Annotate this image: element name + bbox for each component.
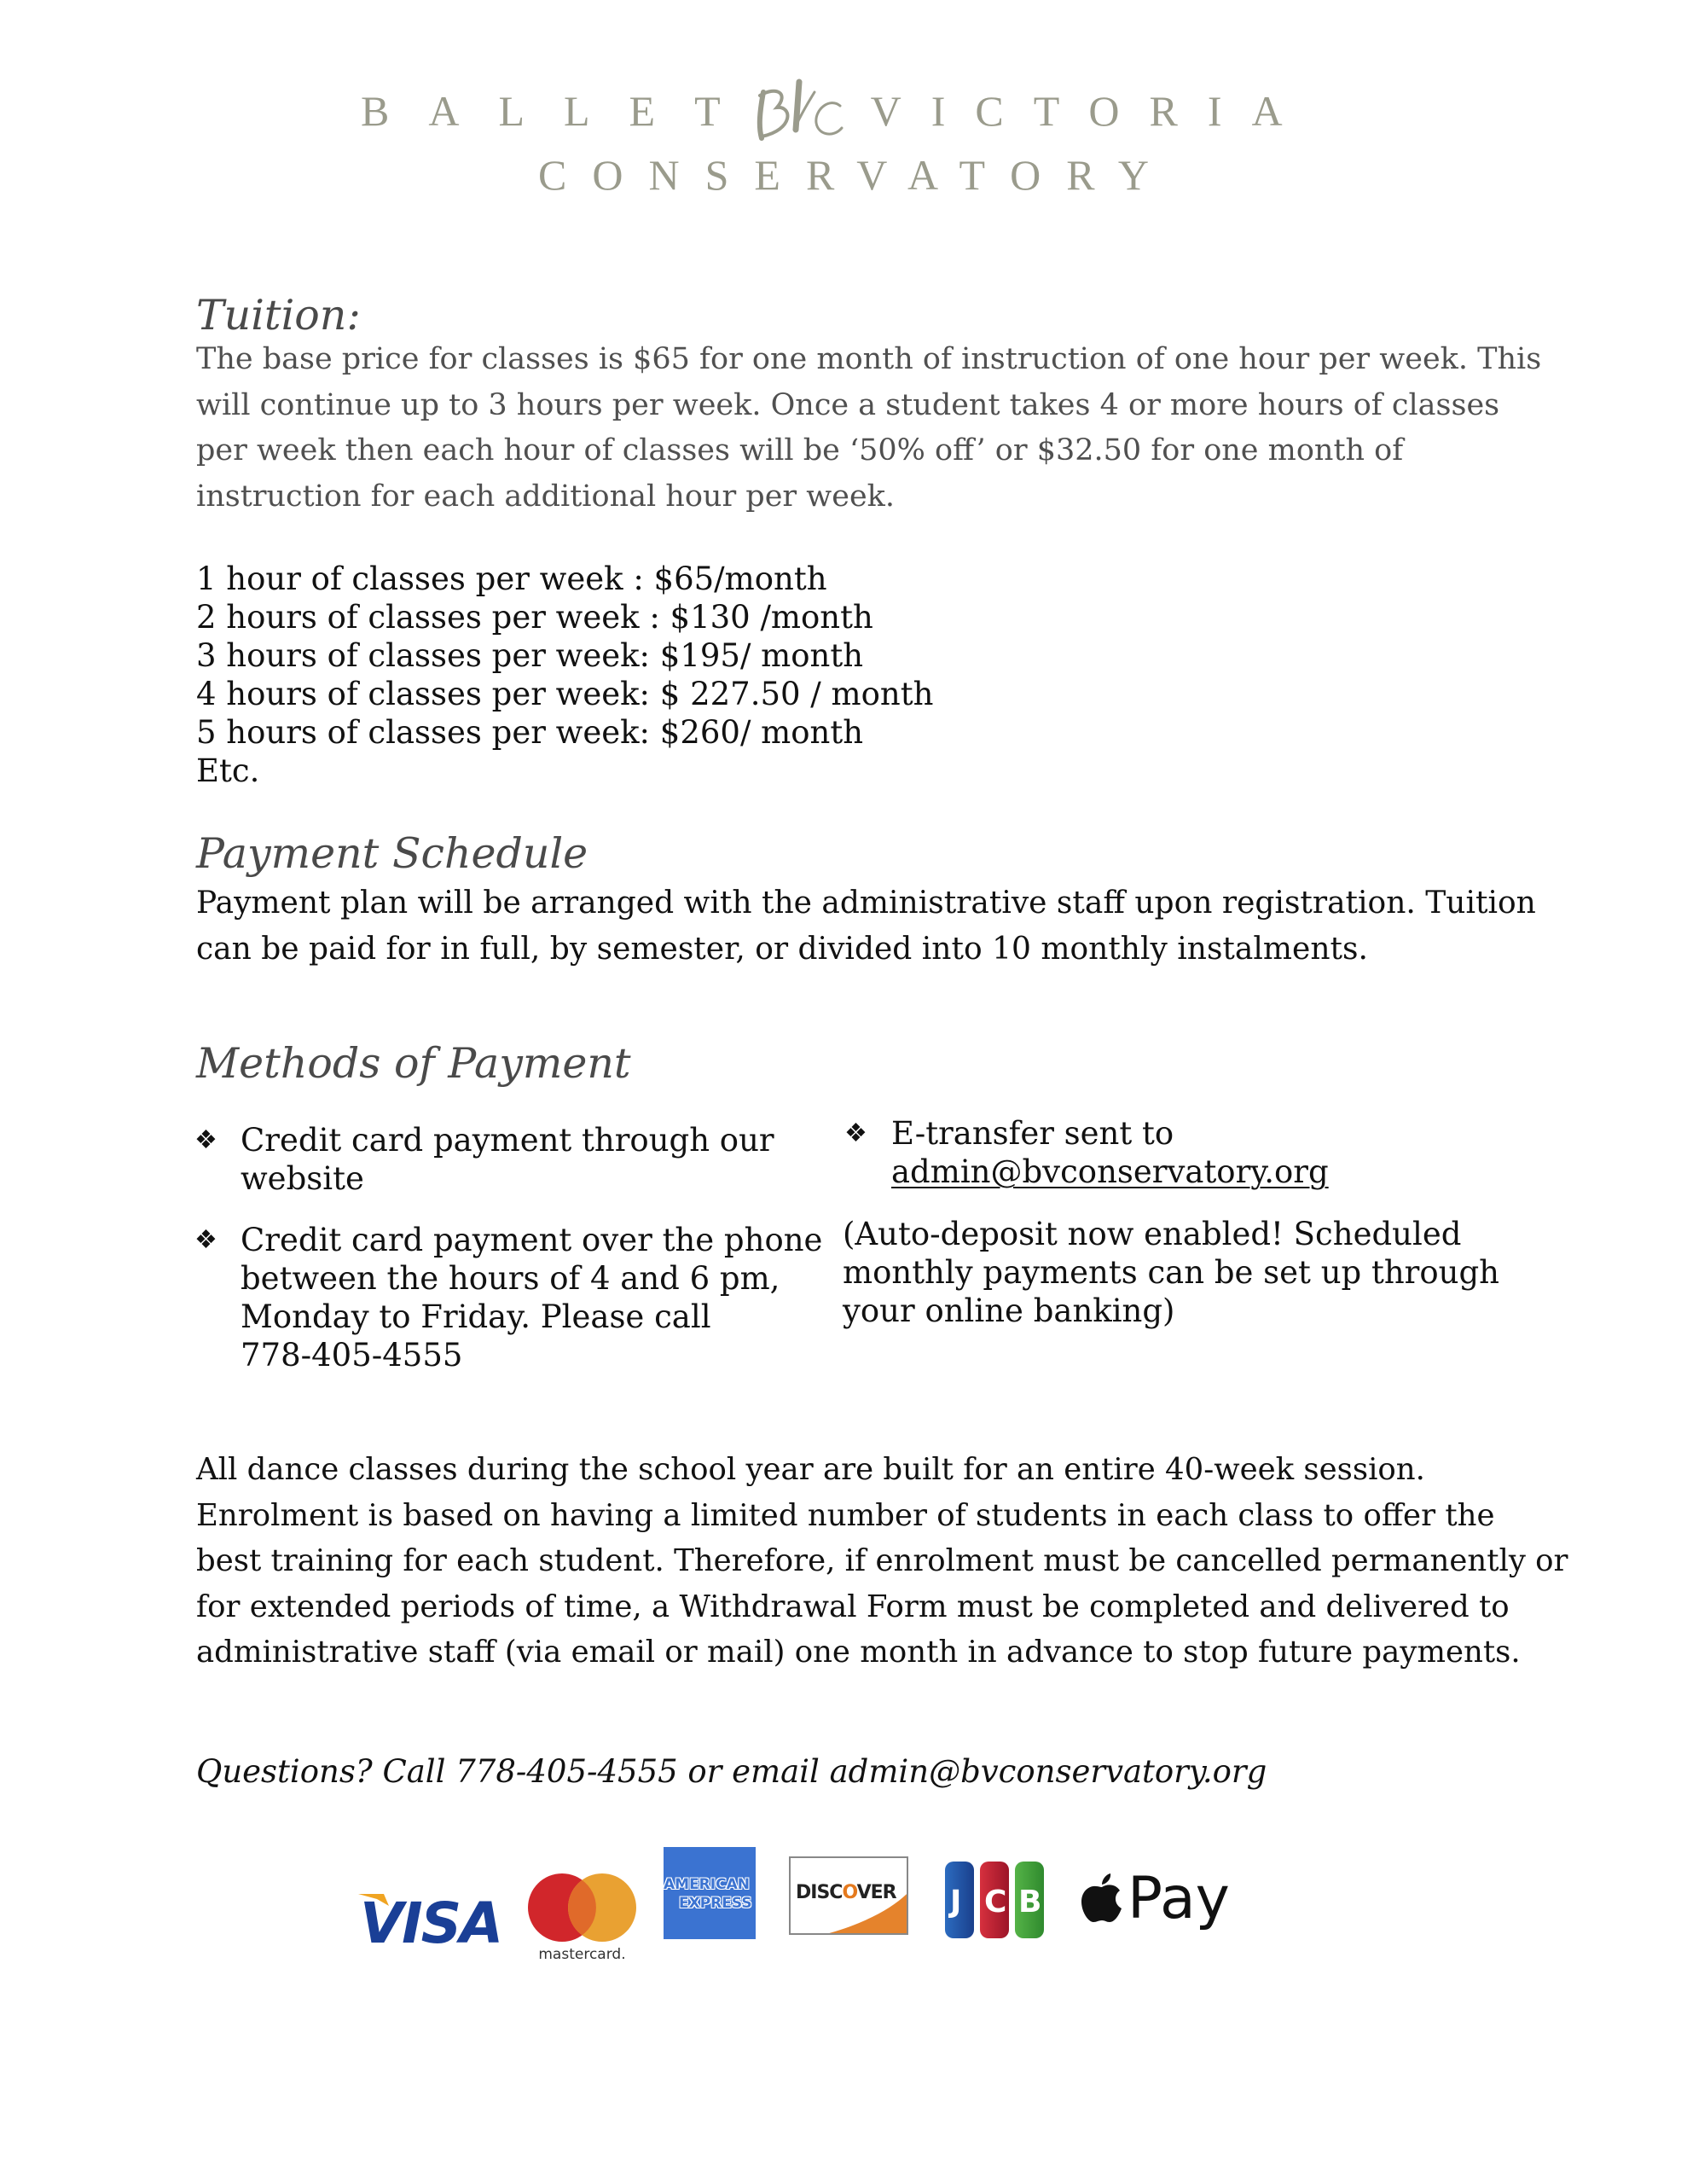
amex-wordmark-bottom: EXPRESS xyxy=(679,1895,752,1912)
method-line: between the hours of 4 and 6 pm, xyxy=(241,1260,780,1297)
tuition-paragraph xyxy=(196,337,1541,520)
mastercard-circles-icon xyxy=(525,1873,640,1943)
withdrawal-line: administrative staff (via email or mail) one month in advance to stop future payments. xyxy=(196,1635,1521,1670)
price-list-item: 1 hour of classes per week : $65/month xyxy=(196,561,827,597)
withdrawal-line: Enrolment is based on having a limited number of students in each class to offer the xyxy=(196,1497,1495,1533)
method-line: website xyxy=(241,1160,364,1197)
amex-logo xyxy=(664,1847,756,1939)
tuition-line: The base price for classes is $65 for one month of instruction of one hour per week. This xyxy=(196,342,1542,376)
bullet-diamond-icon: ❖ xyxy=(194,1125,217,1155)
jcb-logo xyxy=(945,1862,1046,1938)
etransfer-email-link[interactable]: admin@bvconservatory.org xyxy=(891,1153,1329,1190)
masthead-word-victoria: VICTORIA xyxy=(870,87,1313,135)
price-list-item: 4 hours of classes per week: $ 227.50 / month xyxy=(196,676,934,712)
masthead-line1 xyxy=(361,81,1313,141)
price-list-item: 2 hours of classes per week : $130 /month xyxy=(196,599,873,636)
method-line: Credit card payment through our xyxy=(241,1122,774,1159)
visa-wordmark: VISA xyxy=(360,1891,502,1956)
method-item-phone xyxy=(194,1221,823,1374)
payment-schedule-paragraph xyxy=(196,880,1536,972)
method-line: Credit card payment over the phone xyxy=(241,1222,823,1258)
tuition-heading: Tuition: xyxy=(196,291,361,340)
bullet-diamond-icon: ❖ xyxy=(194,1225,217,1255)
price-list xyxy=(196,560,933,790)
withdrawal-line: best training for each student. Therefore, if enrolment must be cancelled permanently or xyxy=(196,1543,1568,1578)
mastercard-logo xyxy=(525,1873,640,1966)
tuition-line: will continue up to 3 hours per week. Once a student takes 4 or more hours of classes xyxy=(196,387,1500,422)
jcb-letter-c: C xyxy=(984,1885,1007,1920)
method-item-website xyxy=(194,1121,791,1198)
price-list-item: 3 hours of classes per week: $195/ month xyxy=(196,637,864,674)
jcb-letter-j: J xyxy=(950,1885,962,1920)
apple-icon xyxy=(1081,1873,1122,1923)
visa-logo xyxy=(357,1891,502,1956)
tuition-line: instruction for each additional hour per week. xyxy=(196,479,895,514)
price-list-item: 5 hours of classes per week: $260/ month xyxy=(196,714,864,751)
auto-deposit-line: monthly payments can be set up through xyxy=(843,1254,1499,1291)
price-list-item: Etc. xyxy=(196,752,260,789)
auto-deposit-line: your online banking) xyxy=(843,1292,1175,1329)
amex-wordmark-top: AMERICAN xyxy=(664,1876,750,1893)
method-line: Monday to Friday. Please call xyxy=(241,1298,711,1335)
tuition-line: per week then each hour of classes will be ‘50% off’ or $32.50 for one month of xyxy=(196,433,1404,468)
auto-deposit-line: (Auto-deposit now enabled! Scheduled xyxy=(843,1216,1462,1252)
withdrawal-line: for extended periods of time, a Withdrawal Form must be completed and delivered to xyxy=(196,1589,1510,1624)
auto-deposit-note xyxy=(843,1215,1499,1330)
method-line: 778-405-4555 xyxy=(241,1337,463,1374)
discover-wordmark: DISCOVER xyxy=(796,1882,896,1903)
jcb-letter-b: B xyxy=(1018,1885,1042,1920)
withdrawal-line: All dance classes during the school year are built for an entire 40-week session. xyxy=(196,1452,1425,1487)
payment-schedule-line: can be paid for in full, by semester, or divided into 10 monthly instalments. xyxy=(196,931,1368,967)
apple-pay-wordmark: Pay xyxy=(1128,1865,1230,1932)
discover-logo xyxy=(789,1856,908,1935)
payment-schedule-line: Payment plan will be arranged with the administrative staff upon registration. Tuition xyxy=(196,886,1536,921)
mastercard-wordmark: mastercard. xyxy=(538,1946,626,1963)
bvc-monogram-logo xyxy=(751,77,845,145)
methods-heading: Methods of Payment xyxy=(196,1039,631,1088)
method-line: E-transfer sent to xyxy=(891,1115,1174,1152)
payment-schedule-heading: Payment Schedule xyxy=(196,829,588,878)
questions-contact-line: Questions? Call 778-405-4555 or email admin@bvconservatory.org xyxy=(196,1753,1267,1790)
withdrawal-paragraph xyxy=(196,1447,1568,1676)
masthead-word-ballet: BALLET xyxy=(361,87,760,135)
masthead-line2: CONSERVATORY xyxy=(538,151,1174,199)
method-item-etransfer xyxy=(844,1114,1441,1191)
bullet-diamond-icon: ❖ xyxy=(844,1118,867,1148)
apple-pay-logo xyxy=(1081,1865,1235,1945)
